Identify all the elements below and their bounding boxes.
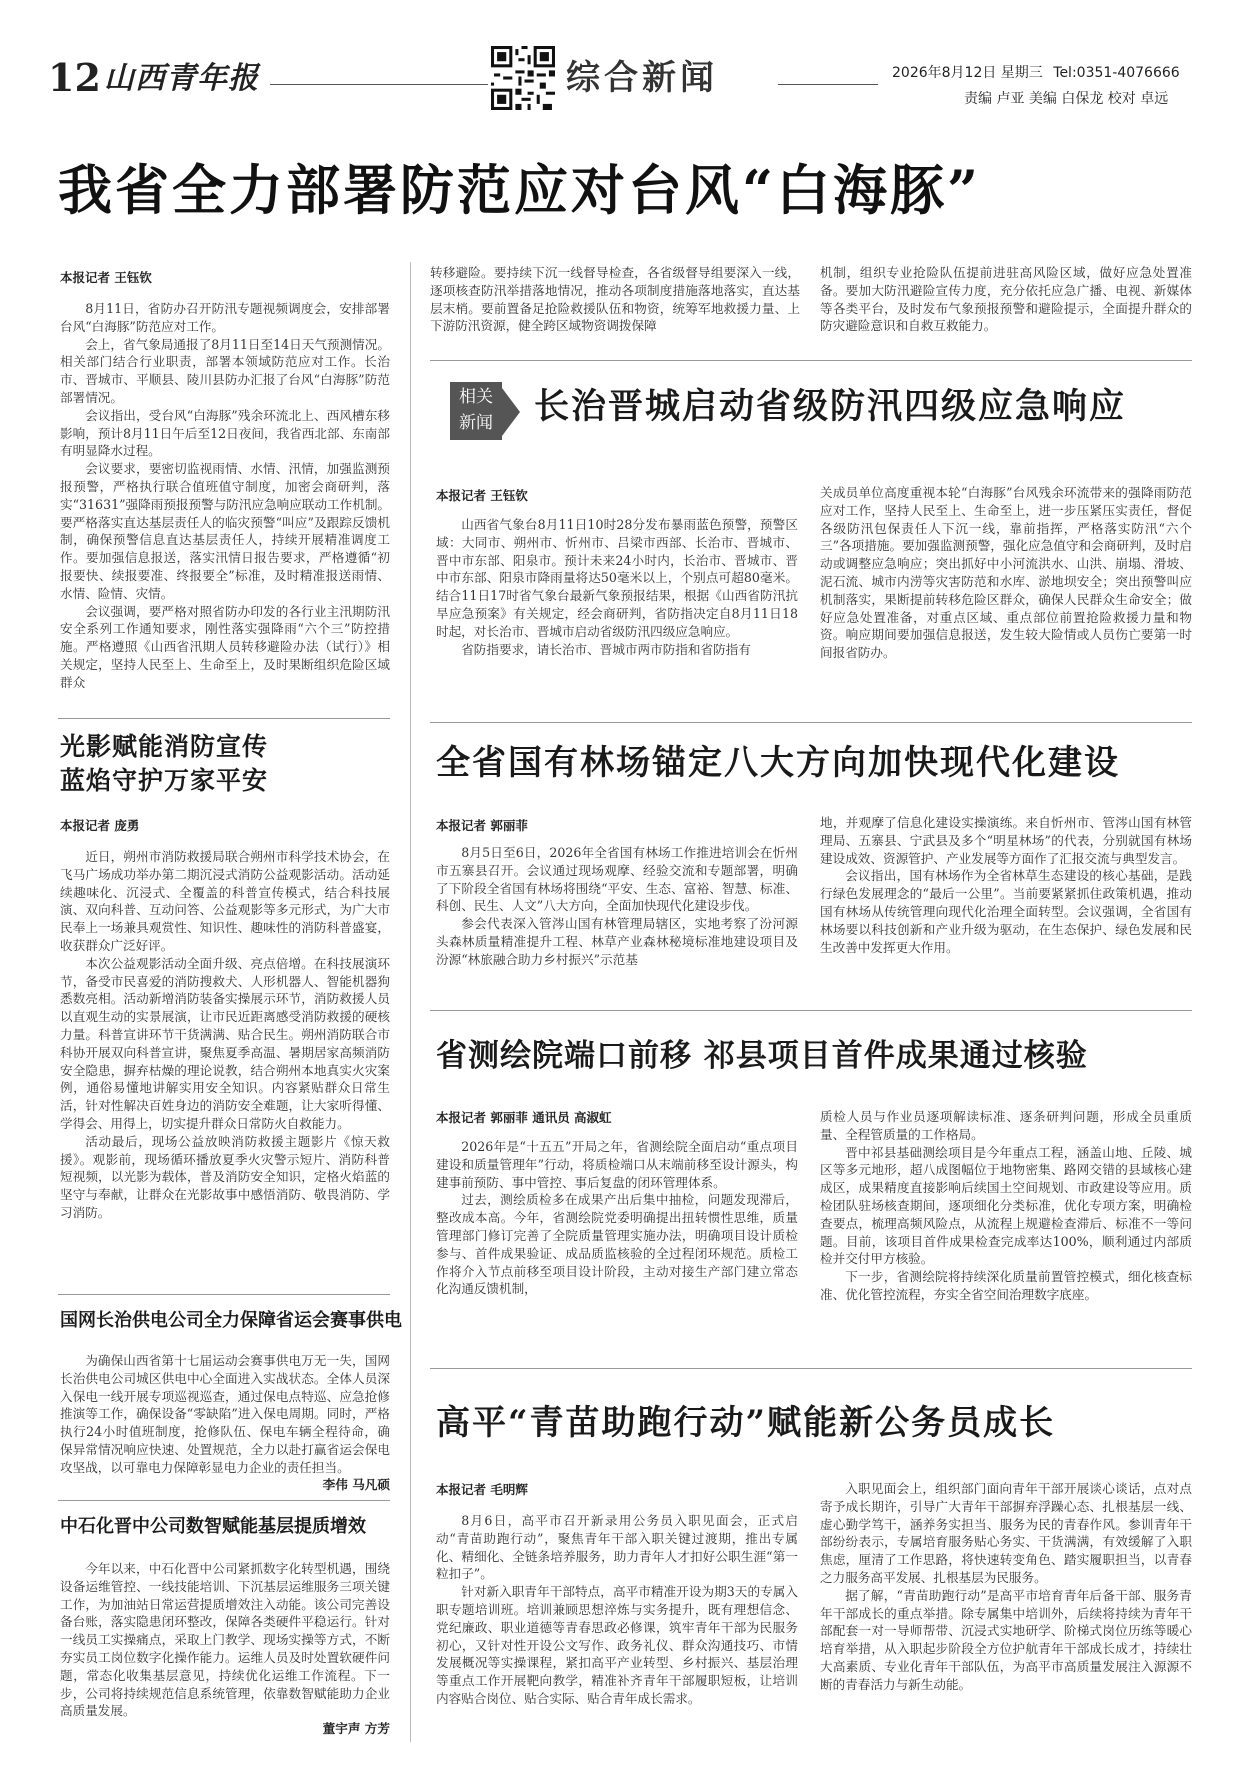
gaoping-col-left	[436, 1512, 798, 1708]
survey-byline: 本报记者 郭丽菲 通讯员 高淑虹	[436, 1110, 612, 1125]
related-headline: 长治晋城启动省级防汛四级应急响应	[534, 386, 1127, 427]
paragraph: 8月5日至6日，2026年全省国有林场工作推进培训会在忻州市五寨县召开。会议通过现场观摩、经验交流和专题部署，明确了下阶段全省国有林场将围绕“平安、生态、富裕、智慧、标准、科创、民生、人文”八大方向，全面加快现代化建设步伐。	[436, 845, 798, 914]
qr-code[interactable]	[491, 46, 555, 110]
fire-headline-2: 蓝焰守护万家平安	[60, 766, 269, 795]
paragraph: 8月11日，省防办召开防汛专题视频调度会，安排部署台风“白海豚”防范应对工作。	[60, 301, 390, 334]
fire-body	[60, 848, 390, 1222]
masthead	[0, 0, 1242, 120]
paragraph: 关成员单位高度重视本轮“白海豚”台风残余环流带来的强降雨防范应对工作，坚持人民至上、生命至上，进一步压紧压实责任，督促各级防汛包保责任人下沉一线，靠前指挥，严格落实防汛“六个三”各项措施。要加强监测预警，强化应急值守和会商研判，及时启动或调整应急响应；突出抓好中小河流洪水、山洪、崩塌、滑坡、泥石流、城市内涝等灾害防范和水库、淤地坝安全；突出预警叫应机制落实，果断提前转移危险区群众，确保人民群众生命安全；做好应急处置准备，对重点区域、重点部位前置抢险救援力量和物资。响应期间要加强信息报送，发生较大险情或人员伤亡要第一时间报省防办。	[820, 485, 1192, 661]
related-col-right	[820, 484, 1192, 662]
date-text: 2026年8月12日 星期三	[892, 65, 1043, 81]
paragraph: 活动最后，现场公益放映消防救援主题影片《惊天救援》。观影前，现场循环播放夏季火灾警示短片、消防科普短视频，以光影为载体，普及消防安全知识，定格火焰蓝的坚守与奉献，让群众在光影故事中感悟消防、敬畏消防、学习消防。	[60, 1133, 390, 1220]
forest-headline: 全省国有林场锚定八大方向加快现代化建设	[436, 743, 1120, 783]
lead-col1	[60, 300, 390, 692]
paragraph: 质检人员与作业员逐项解读标准、逐条研判问题，形成全员重质量、全程管质量的工作格局。	[820, 1109, 1192, 1142]
paper-logo: 山西青年报	[104, 61, 259, 96]
survey-col-right	[820, 1108, 1192, 1304]
paragraph: 参会代表深入管涔山国有林管理局辖区，实地考察了汾河源头森林质量精准提升工程、林草产业森林秘境标准地建设项目及汾源“林旅融合助力乡村振兴”示范基	[436, 916, 798, 967]
paragraph: 本次公益观影活动全面升级、亮点倍增。在科技展演环节，备受市民喜爱的消防搜救犬、人形机器人、智能机器狗悉数亮相。活动新增消防装备实操展示环节，消防救援人员以直观生动的实景展演，让市民近距离感受消防救援的硬核力量。科普宣讲环节干货满满、贴合民生。朔州消防联合市科协开展双向科普宣讲，聚焦夏季高温、暑期居家高频消防安全隐患，摒弃枯燥的理论说教，结合朔州本地真实火灾案例，通俗易懂地讲解实用安全知识。内容紧贴群众日常生活，针对性解决百姓身边的消防安全难题，让大家听得懂、学得会、用得上，切实提升群众日常防火自救能力。	[60, 955, 390, 1131]
fire-headline-1: 光影赋能消防宣传	[60, 732, 269, 761]
related-col-left	[436, 516, 798, 658]
paragraph: 为确保山西省第十七届运动会赛事供电万无一失，国网长治供电公司城区供电中心全面进入实战状态。全体人员深入保电一线开展专项巡视巡查，通过保电点特巡、应急抢修推演等工作，确保设备“零缺陷”进入保电周期。同时，严格执行24小时值班制度，抢修队伍、保电车辆全程待命，确保异常情况响应快速、处置规范，全力以赴打赢省运会保电攻坚战，以可靠电力保障彰显电力企业的责任担当。	[60, 1353, 390, 1475]
paragraph: 山西省气象台8月11日10时28分发布暴雨蓝色预警，预警区域：大同市、朔州市、忻州市、吕梁市西部、长治市、晋城市、晋中市东部、阳泉市。预计未来24小时内，长治市、晋城市、晋中市东部、阳泉市降雨量将达50毫米以上，个别点可超80毫米。结合11日17时省气象台最新气象预报结果，根据《山西省防汛抗旱应急预案》有关规定，经会商研判，省防指决定自8月11日18时起，对长治市、晋城市启动省级防汛四级应急响应。	[436, 517, 798, 639]
section-title: 综合新闻	[566, 58, 718, 98]
forest-col-right	[820, 814, 1192, 956]
paragraph: 转移避险。要持续下沉一线督导检查，各省级督导组要深入一线，逐项核查防汛举措落地情况，推动各项制度措施落地落实，直达基层末梢。要前置备足抢险救援队伍和物资，统筹军地救援力量、上下游防汛资源，健全跨区域物资调拨保障	[430, 265, 800, 334]
paragraph: 省防指要求，请长治市、晋城市两市防指和省防指有	[461, 641, 751, 657]
forest-col-left	[436, 844, 798, 969]
fire-byline: 本报记者 庞勇	[60, 818, 140, 833]
lead-headline: 我省全力部署防范应对台风“白海豚”	[58, 158, 982, 222]
issue-date	[892, 62, 1180, 82]
paragraph: 今年以来，中石化晋中公司紧抓数字化转型机遇，围绕设备运维管控、一线技能培训、下沉基层运维服务三项关键工作，为加油站日常运营提质增效注入动能。该公司完善设备台账，落实隐患闭环整改，保障各类硬件平稳运行。针对一线员工实操痛点，采取上门教学、现场实操等方式，不断夯实员工岗位数字化操作能力。运维人员及时处置软硬件问题，常态化收集基层意见，持续优化运维工作流程。下一步，公司将持续规范信息系统管理，依靠数智赋能助力企业高质量发展。	[60, 1561, 390, 1719]
grid-signature: 李伟 马凡硕	[322, 1477, 390, 1492]
related-tag-line2: 新闻	[459, 413, 493, 433]
sinopec-headline: 中石化晋中公司数智赋能基层提质增效	[60, 1516, 366, 1537]
paragraph: 会议强调，要严格对照省防办印发的各行业主汛期防汛安全系列工作通知要求，刚性落实强降雨“六个三”防控措施。严格遵照《山西省汛期人员转移避险办法（试行）》相关规定，坚持人民至上、生命至上，及时果断组织危险区域群众	[60, 603, 390, 690]
paragraph: 地，并观摩了信息化建设实操演练。来自忻州市、管涔山国有林管理局、五寨县、宁武县及多个“明星林场”的代表，分别就国有林场建设成效、资源管护、产业发展等方面作了汇报交流与典型发言。	[820, 815, 1192, 866]
sinopec-body	[60, 1560, 390, 1720]
paragraph: 晋中祁县基础测绘项目是今年重点工程，涵盖山地、丘陵、城区等多元地形，超八成图幅位于地物密集、路网交错的县域核心建成区，成果精度直接影响后续国土空间规划、市政建设等应用。质检团队驻场核查期间，逐项细化分类标准，优化专项方案，明确检查要点，梳理高频风险点，从流程上规避检查滞后、标准不一等问题。目前，该项目首件成果检查完成率达100%，顺利通过内部质检并交付甲方核验。	[820, 1144, 1192, 1267]
paragraph: 会上，省气象局通报了8月11日至14日天气预测情况。相关部门结合行业职责，部署本领域防范应对工作。长治市、晋城市、平顺县、陵川县防办汇报了台风“白海豚”防范部署情况。	[60, 336, 390, 405]
paragraph: 会议要求，要密切监视雨情、水情、汛情，加强监测预报预警，严格执行联合值班值守制度，加密会商研判，落实“31631”强降雨预报预警与防汛应急响应联动工作机制。要严格落实直达基层责任人的临灾预警“叫应”及跟踪反馈机制，确保预警信息直达基层责任人，持续开展精准调度工作。要加强信息报送，落实汛情日报告要求，严格遵循“初报要快、续报要准、终报要全”标准，及时精准报送雨情、水情、险情、灾情。	[60, 461, 391, 601]
paragraph: 过去，测绘质检多在成果产出后集中抽检，问题发现滞后，整改成本高。今年，省测绘院党委明确提出扭转惯性思维，质量管理部门修订完善了全院质量管理实施办法，明确项目设计质检参与、首件成果验证、成品质监核验的全过程闭环规范。质检工作将介入节点前移至项目设计阶段，主动对接生产部门建立常态化沟通反馈机制，	[436, 1192, 798, 1297]
paragraph: 8月6日，高平市召开新录用公务员入职见面会，正式启动“青苗助跑行动”，聚焦青年干部入职关键过渡期，推出专属化、精细化、全链条培养服务，助力青年人才扣好公职生涯“第一粒扣子”。	[436, 1513, 798, 1582]
survey-col-left	[436, 1138, 798, 1298]
related-byline: 本报记者 王钰钦	[436, 488, 528, 503]
tel-text: Tel:0351-4076666	[1053, 65, 1180, 81]
gaoping-headline: 高平“青苗助跑行动”赋能新公务员成长	[436, 1403, 1056, 1443]
paragraph: 2026年是“十五五”开局之年，省测绘院全面启动“重点项目建设和质量管理年”行动，将质检端口从末端前移至设计源头，构建事前预防、事中管控、事后复盘的闭环管理体系。	[436, 1139, 798, 1190]
sinopec-signature: 董宇声 方芳	[322, 1721, 390, 1736]
paragraph: 会议指出，国有林场作为全省林草生态建设的核心基础，是践行绿色发展理念的“最后一公里”。当前要紧紧抓住政策机遇，推动国有林场从传统管理向现代化治理全面转型。会议强调，全省国有林场要以科技创新和产业升级为驱动，在生态保护、绿色发展和民生改善中发挥更大作用。	[820, 868, 1192, 955]
related-tag-arrow	[502, 388, 520, 436]
survey-headline: 省测绘院端口前移 祁县项目首件成果通过核验	[436, 1038, 1088, 1074]
paragraph: 针对新入职青年干部特点，高平市精准开设为期3天的专属入职专题培训班。培训兼顾思想淬炼与实务提升，既有理想信念、党纪廉政、职业道德等青春思政必修课，筑牢青年干部为民服务初心，又针对性开设公文写作、政务礼仪、群众沟通技巧、市情发展概况等实操课程，紧扣高平产业转型、乡村振兴、基层治理等重点工作开展靶向教学，精准补齐青年干部履职短板，让培训内容贴合岗位、贴合实际、贴合青年成长需求。	[436, 1584, 798, 1706]
lead-col2	[430, 264, 800, 335]
paragraph: 近日，朔州市消防救援局联合朔州市科学技术协会，在飞马广场成功举办第二期沉浸式消防公益观影活动。活动延续趣味化、沉浸式、全覆盖的科普宣传模式，结合科技展演、双向科普、互动问答、公益观影等多元形式，为广大市民奉上一场兼具观赏性、知识性、趣味性的消防科普盛宴，收获群众广泛好评。	[60, 849, 390, 953]
paragraph: 据了解，“青苗助跑行动”是高平市培育青年后备干部、服务青年干部成长的重点举措。除专属集中培训外，后续将持续为青年干部配套一对一导师帮带、沉浸式实地研学、阶梯式岗位历练等暖心培育举措，从入职起步阶段全方位护航青年干部成长成才，持续壮大高素质、专业化青年干部队伍，为高平市高质量发展注入源源不断的青春活力与新生动能。	[820, 1587, 1192, 1692]
gaoping-col-right	[820, 1480, 1192, 1694]
lead-byline: 本报记者 王钰钦	[60, 270, 152, 285]
forest-byline: 本报记者 郭丽菲	[436, 818, 528, 833]
page-number: 12	[48, 55, 101, 100]
grid-headline: 国网长治供电公司全力保障省运会赛事供电	[60, 1310, 402, 1331]
grid-body	[60, 1352, 390, 1477]
paragraph: 入职见面会上，组织部门面向青年干部开展谈心谈话，点对点寄予成长期许，引导广大青年干部摒弃浮躁心态、扎根基层一线、虚心勤学笃干，涵养务实担当、服务为民的青春作风。参训青年干部纷纷表示，专属培育服务贴心务实、干货满满，有效缓解了入职焦虑，厘清了工作思路，将快速转变角色、踏实履职担当，以青春之力服务高平发展、扎根基层为民服务。	[820, 1481, 1192, 1585]
gaoping-byline: 本报记者 毛明辉	[436, 1482, 528, 1497]
paragraph: 机制，组织专业抢险队伍提前进驻高风险区域，做好应急处置准备。要加大防汛避险宣传力度，充分依托应急广播、电视、新媒体等各类平台，及时发布气象预报预警和避险提示，全面提升群众的防灾避险意识和自救互救能力。	[820, 265, 1192, 334]
lead-col3	[820, 264, 1192, 335]
editor-credits: 责编 卢亚 美编 白保龙 校对 卓远	[964, 91, 1169, 107]
paragraph: 下一步，省测绘院将持续深化质量前置管控模式，细化核查标准、优化管控流程，夯实全省空间治理数字底座。	[820, 1269, 1192, 1302]
related-tag	[450, 382, 502, 440]
related-tag-line1: 相关	[459, 387, 493, 407]
paragraph: 会议指出，受台风“白海豚”残余环流北上、西风槽东移影响，预计8月11日午后至12日夜间，我省西北部、东南部有明显降水过程。	[60, 407, 390, 459]
